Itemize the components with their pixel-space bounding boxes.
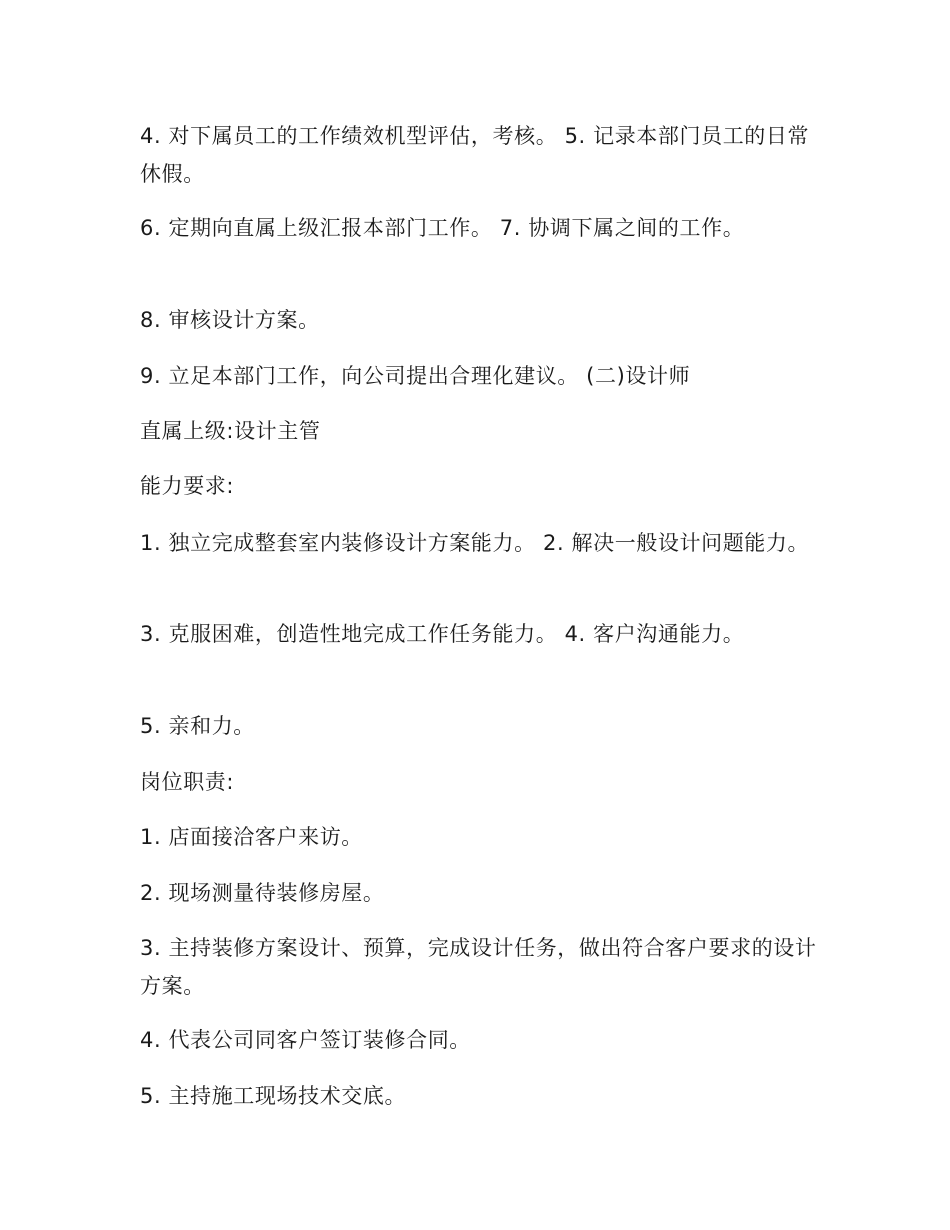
paragraph-job-duty-5: 5. 主持施工现场技术交底。 (140, 1084, 407, 1108)
paragraph-manager-duty-9-designer-heading: 9. 立足本部门工作，向公司提出合理化建议。 (二)设计师 (140, 364, 691, 388)
paragraph-manager-duty-8: 8. 审核设计方案。 (140, 308, 320, 332)
paragraph-job-duty-3: 3. 主持装修方案设计、预算，完成设计任务，做出符合客户要求的设计方案。 (140, 936, 817, 998)
paragraph-job-duty-1: 1. 店面接洽客户来访。 (140, 825, 363, 849)
paragraph-direct-supervisor: 直属上级:设计主管 (140, 419, 321, 443)
paragraph-ability-requirements-heading: 能力要求: (140, 474, 235, 498)
paragraph-manager-duty-6-7: 6. 定期向直属上级汇报本部门工作。 7. 协调下属之间的工作。 (140, 216, 745, 240)
paragraph-job-duty-4: 4. 代表公司同客户签订装修合同。 (140, 1028, 471, 1052)
paragraph-ability-3-4: 3. 克服困难，创造性地完成工作任务能力。 4. 客户沟通能力。 (140, 622, 745, 646)
paragraph-ability-1-2: 1. 独立完成整套室内装修设计方案能力。 2. 解决一般设计问题能力。 (140, 531, 810, 555)
paragraph-manager-duty-4-5: 4. 对下属员工的工作绩效机型评估，考核。 5. 记录本部门员工的日常休假。 (140, 124, 810, 186)
paragraph-job-duties-heading: 岗位职责: (140, 770, 235, 794)
paragraph-ability-5: 5. 亲和力。 (140, 714, 255, 738)
paragraph-job-duty-2: 2. 现场测量待装修房屋。 (140, 881, 385, 905)
